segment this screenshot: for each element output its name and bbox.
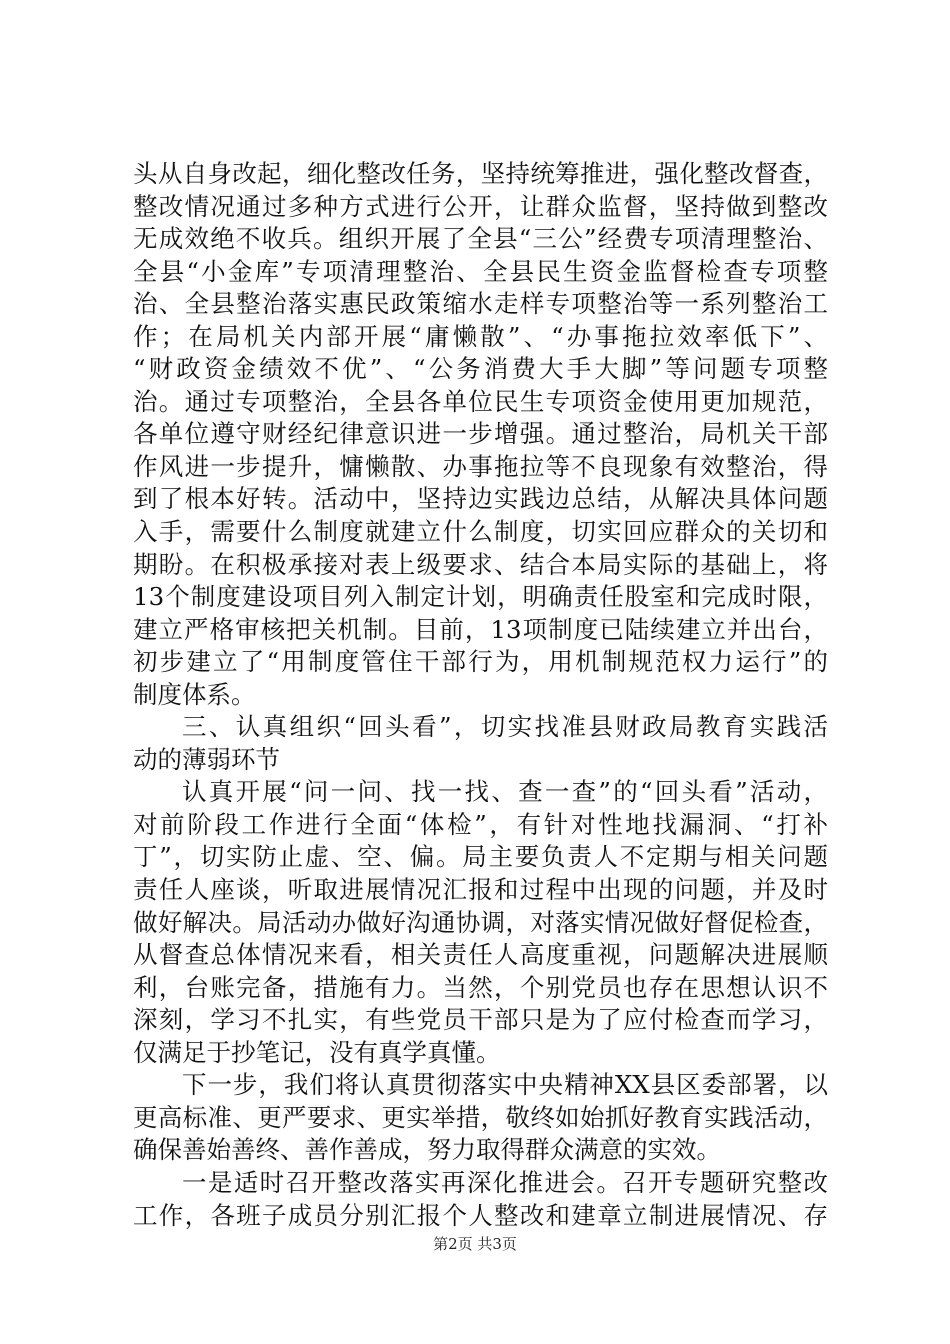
text-line: 13个制度建设项目列入制定计划，明确责任股室和完成时限，: [133, 582, 828, 612]
text-line: 治、全县整治落实惠民政策缩水走样专项整治等一系列整治工: [133, 289, 828, 319]
text-line: 确保善始善终、善作善成，努力取得群众满意的实效。: [133, 1135, 721, 1165]
text-line: 从督查总体情况来看，相关责任人高度重视，问题解决进展顺: [133, 940, 828, 970]
document-body: [133, 158, 828, 1232]
text-line: 无成效绝不收兵。组织开展了全县“三公”经费专项清理整治、: [133, 224, 828, 254]
text-line: 做好解决。局活动办做好沟通协调，对落实情况做好督促检查，: [133, 907, 828, 937]
page-number-footer: 第2页 共3页: [433, 1235, 517, 1253]
text-line: 一是适时召开整改落实再深化推进会。召开专题研究整改: [182, 1167, 828, 1197]
text-line: 工作，各班子成员分别汇报个人整改和建章立制进展情况、存: [133, 1200, 828, 1230]
text-line: 下一步，我们将认真贯彻落实中央精神XX县区委部署，以: [182, 1070, 828, 1100]
text-line: 深刻，学习不扎实，有些党员干部只是为了应付检查而学习，: [133, 1005, 828, 1035]
text-line: 利，台账完备，措施有力。当然，个别党员也存在思想认识不: [133, 972, 828, 1002]
text-line: “财政资金绩效不优”、“公务消费大手大脚”等问题专项整: [133, 354, 828, 384]
text-line: 各单位遵守财经纪律意识进一步增强。通过整治，局机关干部: [133, 419, 828, 449]
text-line: 建立严格审核把关机制。目前，13项制度已陆续建立并出台，: [133, 614, 828, 644]
text-line: 到了根本好转。活动中，坚持边实践边总结，从解决具体问题: [133, 484, 828, 514]
text-line: 作风进一步提升，慵懒散、办事拖拉等不良现象有效整治，得: [133, 451, 828, 481]
text-line: 整改情况通过多种方式进行公开，让群众监督，坚持做到整改: [133, 191, 828, 221]
text-line: 丁”，切实防止虚、空、偏。局主要负责人不定期与相关问题: [133, 842, 828, 872]
text-line: 仅满足于抄笔记，没有真学真懂。: [133, 1037, 501, 1067]
text-line: 初步建立了“用制度管住干部行为，用机制规范权力运行”的: [133, 647, 828, 677]
text-line: 全县“小金库”专项清理整治、全县民生资金监督检查专项整: [133, 256, 828, 286]
text-line: 制度体系。: [133, 679, 256, 709]
text-line: 责任人座谈，听取进展情况汇报和过程中出现的问题，并及时: [133, 875, 828, 905]
text-line: 更高标准、更严要求、更实举措，敬终如始抓好教育实践活动，: [133, 1102, 828, 1132]
text-line: 作；在局机关内部开展“庸懒散”、“办事拖拉效率低下”、: [133, 321, 828, 351]
text-line: 头从自身改起，细化整改任务，坚持统筹推进，强化整改督查，: [133, 159, 828, 188]
text-line: 认真开展“问一问、找一找、查一查”的“回头看”活动，: [182, 777, 828, 807]
text-line: 期盼。在积极承接对表上级要求、结合本局实际的基础上，将: [133, 549, 828, 579]
section-heading: 三、认真组织“回头看”，切实找准县财政局教育实践活: [182, 712, 828, 742]
text-line: 对前阶段工作进行全面“体检”，有针对性地找漏洞、“打补: [133, 809, 828, 839]
text-line: 入手，需要什么制度就建立什么制度，切实回应群众的关切和: [133, 517, 828, 547]
section-heading: 动的薄弱环节: [133, 744, 280, 774]
text-line: 治。通过专项整治，全县各单位民生专项资金使用更加规范，: [133, 386, 828, 416]
